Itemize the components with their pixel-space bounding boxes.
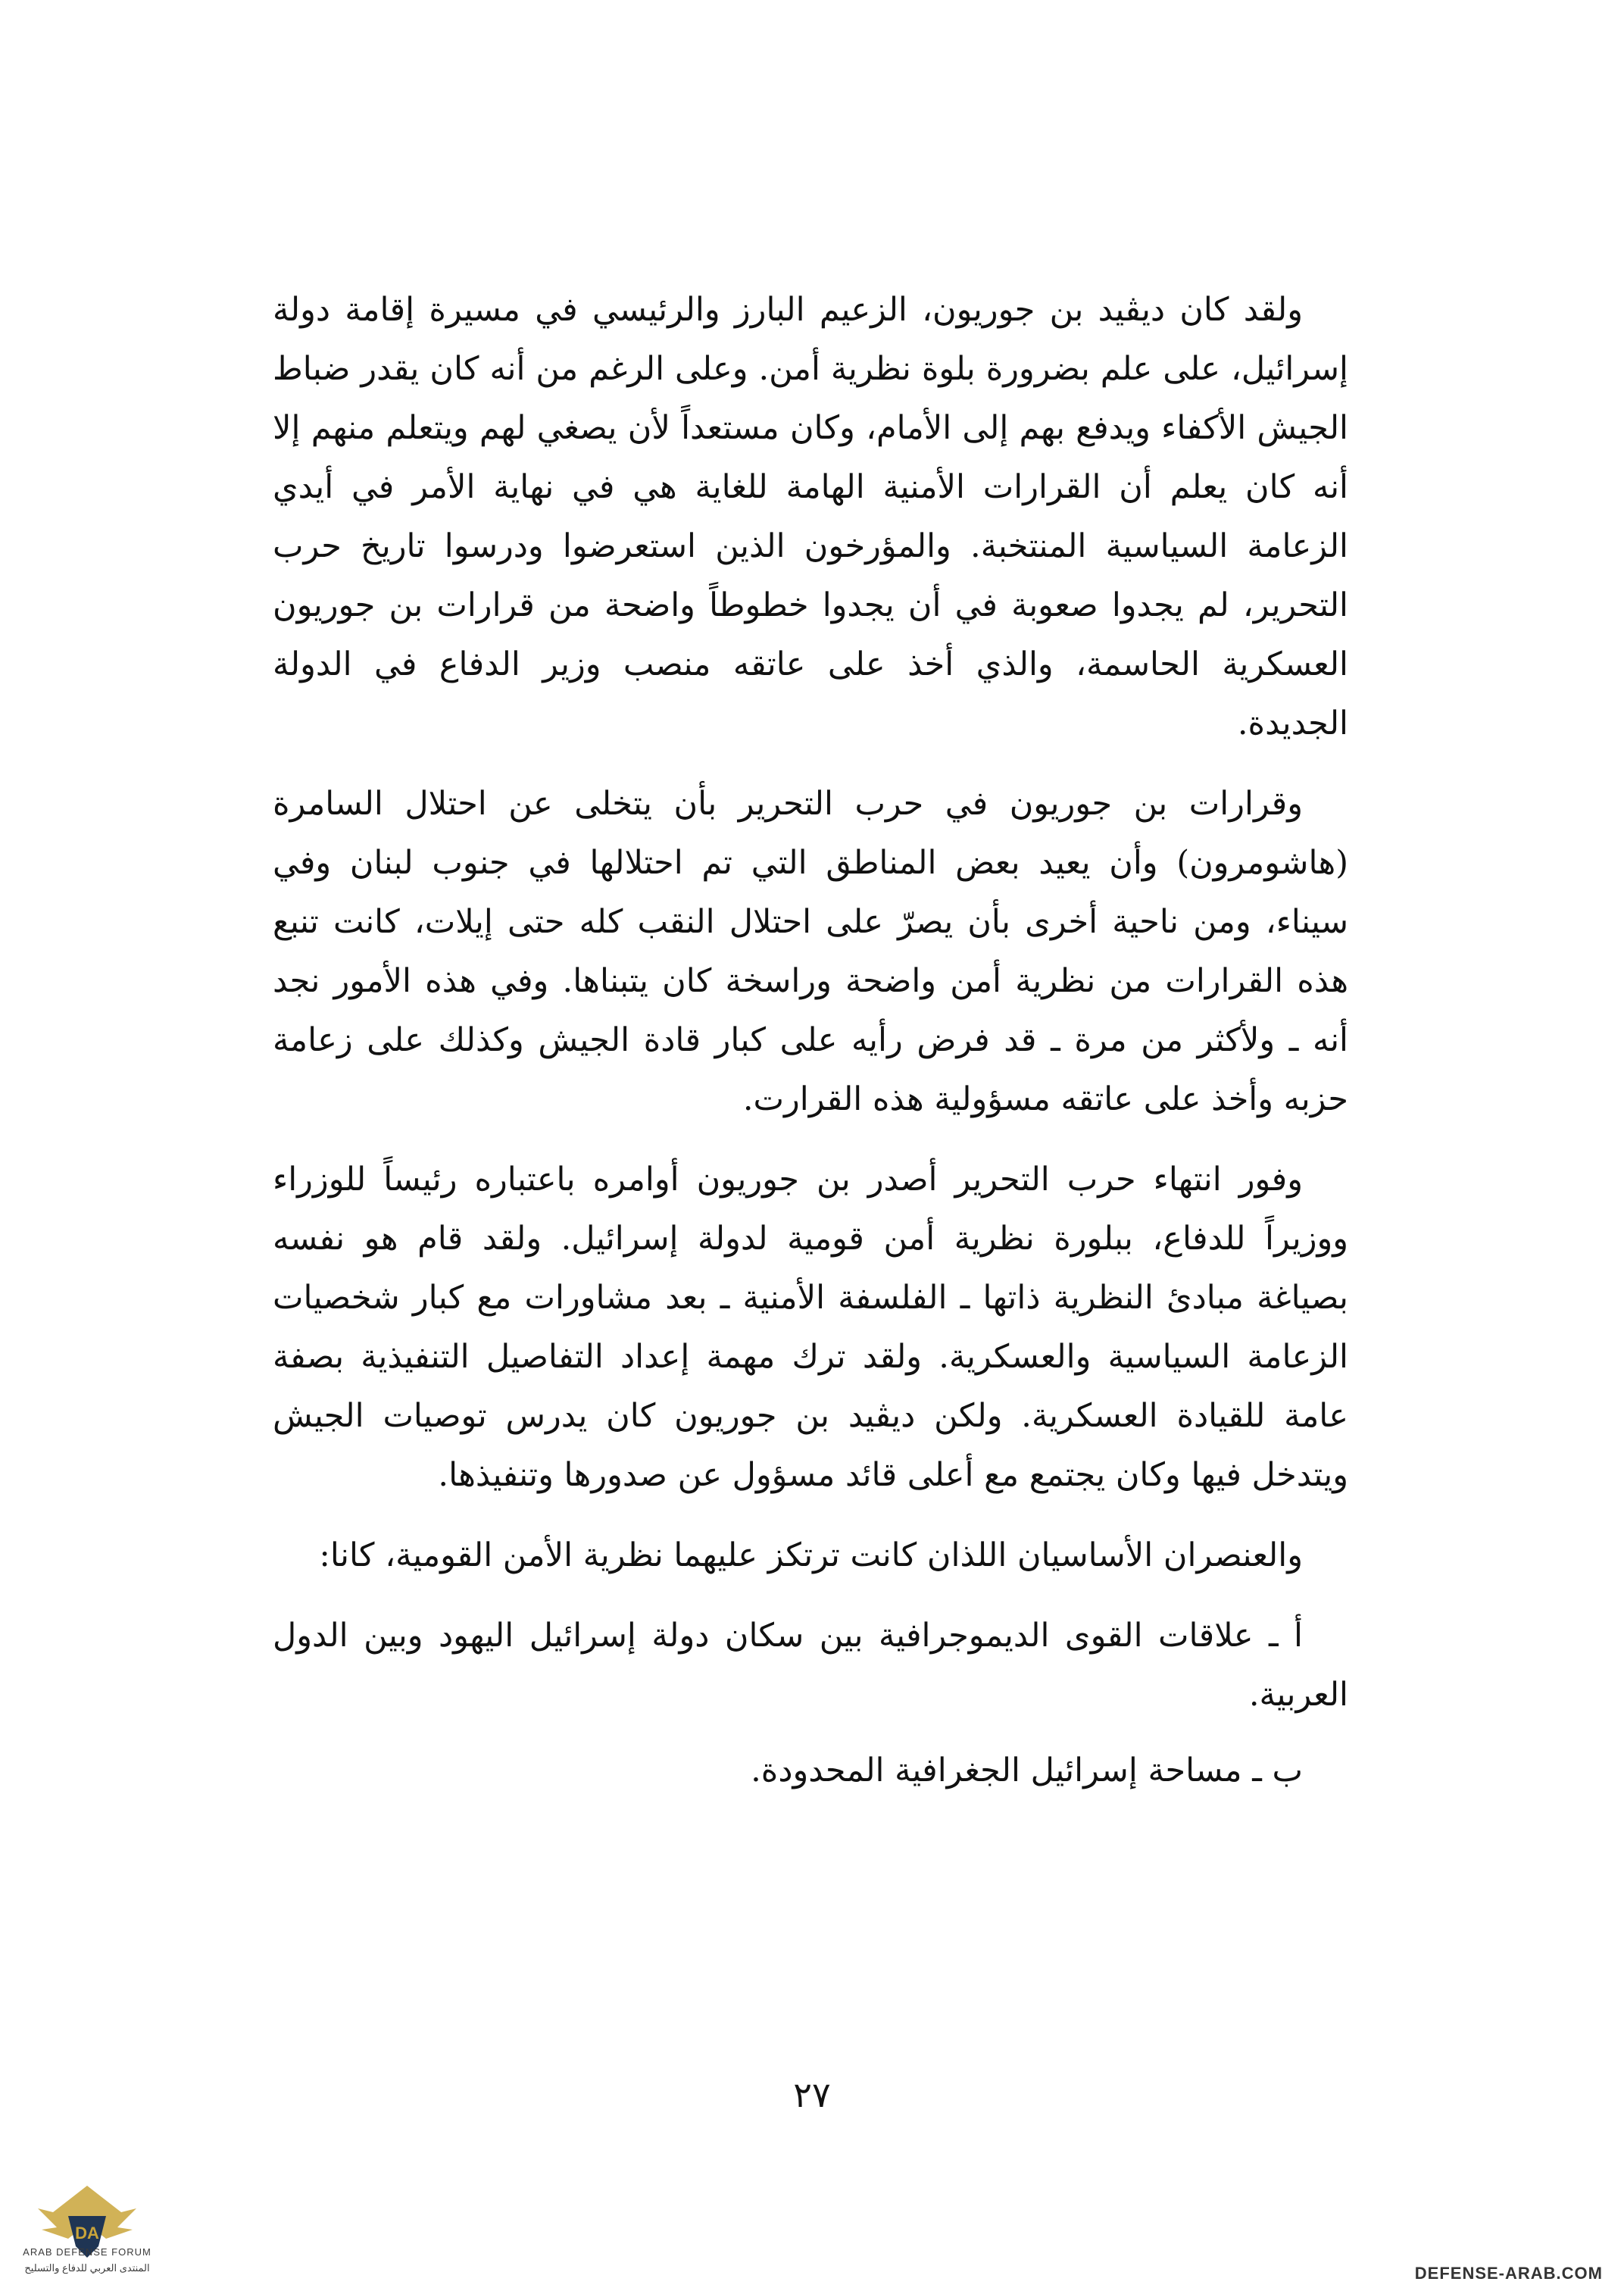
logo-letters: DA [75,2224,99,2243]
logo-caption-english: ARAB DEFENSE FORUM [23,2246,151,2258]
logo-caption-arabic: المنتدى العربي للدفاع والتسليح [24,2262,150,2274]
list-item-b: ب ـ مساحة إسرائيل الجغرافية المحدودة. [751,1752,1303,1789]
paragraph-2: وقرارات بن جوريون في حرب التحرير بأن يتخلى عن احتلال السامرة (هاشومرون) وأن يعيد بعض المناطق التي تم احتلالها في جنوب لبنان وفي سيناء، ومن ناحية أخرى بأن يصرّ على احتلال النقب كله حتى إيلات، كانت تنبع هذه القرارات من نظرية أمن واضحة وراسخة كان يتبناها. وفي هذه الأمور نجد أنه ـ ولأكثر من مرة ـ قد فرض رأيه على كبار قادة الجيش وكذلك على زعامة حزبه وأخذ على عاتقه مسؤولية هذه القرارت. [273,785,1348,1118]
page-number: ٢٧ [793,2074,831,2115]
paragraph-3: وفور انتهاء حرب التحرير أصدر بن جوريون أوامره باعتباره رئيساً للوزراء ووزيراً للدفاع، ببلورة نظرية أمن قومية لدولة إسرائيل. ولقد قام هو نفسه بصياغة مبادئ النظرية ذاتها ـ الفلسفة الأمنية ـ بعد مشاورات مع كبار شخصيات الزعامة السياسية والعسكرية. ولقد ترك مهمة إعداد التفاصيل التنفيذية بصفة عامة للقيادة العسكرية. ولكن ديڤيد بن جوريون كان يدرس توصيات الجيش ويتدخل فيها وكان يجتمع مع أعلى قائد مسؤول عن صدورها وتنفيذها. [273,1161,1348,1494]
paragraph-4: والعنصران الأساسيان اللذان كانت ترتكز عليهما نظرية الأمن القومية، كانا: [319,1536,1303,1574]
paragraph-1: ولقد كان ديڤيد بن جوريون، الزعيم البارز والرئيسي في مسيرة إقامة دولة إسرائيل، على علم بضرورة بلوة نظرية أمن. وعلى الرغم من أنه كان يقدر ضباط الجيش الأكفاء ويدفع بهم إلى الأمام، وكان مستعداً لأن يصغي لهم ويتعلم منهم إلا أنه كان يعلم أن القرارات الأمنية الهامة للغاية هي في نهاية الأمر في أيدي الزعامة السياسية المنتخبة. والمؤرخون الذين استعرضوا ودرسوا تاريخ حرب التحرير، لم يجدوا صعوبة في أن يجدوا خطوطاً واضحة من قرارات بن جوريون العسكرية الحاسمة، والذي أخذ على عاتقه منصب وزير الدفاع في الدولة الجديدة. [273,291,1348,742]
site-watermark: DEFENSE-ARAB.COM [1414,2264,1603,2283]
page-body [273,280,1348,1817]
list-item-a: أ ـ علاقات القوى الديموجرافية بين سكان دولة إسرائيل اليهود وبين الدول العربية. [273,1617,1348,1714]
